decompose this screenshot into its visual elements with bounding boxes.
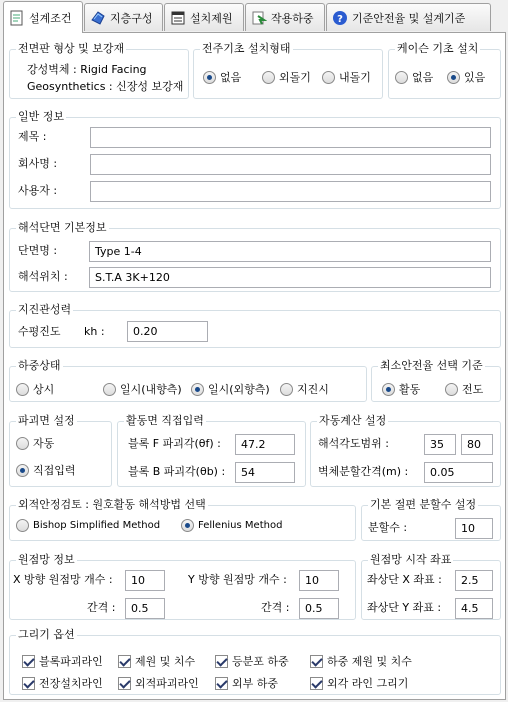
draw-uniform-load-checkbox[interactable] — [215, 653, 289, 669]
radio-label: 내돌기 — [339, 71, 371, 84]
foundation-inward-radio[interactable] — [322, 69, 371, 85]
radio-label: 지진시 — [297, 383, 329, 396]
reinforcement-type-text: Geosynthetics : 신장성 보강재 — [27, 80, 184, 93]
tab-safety-criteria[interactable] — [326, 3, 491, 31]
tab-install-specs[interactable] — [164, 3, 244, 31]
radio-label: 활동 — [399, 383, 421, 396]
tab-soil-layers[interactable] — [84, 3, 163, 31]
y-count-label: Y 방향 원점망 개수 : — [188, 573, 287, 586]
caisson-group — [388, 42, 501, 99]
checkbox[interactable] — [118, 655, 131, 668]
load-icon — [251, 10, 267, 26]
checkbox-label: 전장설치라인 — [39, 677, 103, 690]
group-title: 활동면 직접입력 — [126, 414, 204, 427]
soil-layers-icon — [90, 10, 106, 26]
radio-button[interactable] — [382, 383, 395, 396]
load-temp-outward-radio[interactable] — [191, 381, 270, 397]
draw-options-group — [9, 628, 501, 695]
draw-install-line-checkbox[interactable] — [22, 675, 103, 691]
radio-button[interactable] — [181, 519, 194, 532]
radio-button[interactable] — [322, 71, 335, 84]
load-temp-inward-radio[interactable] — [103, 381, 182, 397]
company-input[interactable] — [90, 154, 491, 175]
angle-range-label: 해석각도범위 : — [318, 437, 389, 450]
checkbox[interactable] — [215, 655, 228, 668]
group-title: 기본 절편 분할수 설정 — [370, 498, 477, 511]
checkbox[interactable] — [310, 655, 323, 668]
radio-label: 없음 — [220, 71, 242, 84]
radio-label: 자동 — [33, 437, 55, 450]
checkbox-label: 외적파괴라인 — [135, 677, 199, 690]
section-name-label: 단면명 : — [18, 244, 58, 257]
radio-label: 외돌기 — [279, 71, 311, 84]
radio-label: 있음 — [464, 71, 486, 84]
group-title: 해석단면 기본정보 — [18, 221, 107, 234]
radio-label: 일시(외향측) — [208, 383, 270, 396]
section-info-group — [9, 221, 501, 292]
group-title: 파괴면 설정 — [18, 414, 75, 427]
group-title: 그리기 옵션 — [18, 628, 75, 641]
radio-button[interactable] — [445, 383, 458, 396]
facing-group — [9, 42, 189, 99]
grid-start-group — [361, 553, 501, 620]
radio-button[interactable] — [262, 71, 275, 84]
grid-info-group — [9, 553, 356, 620]
kh-label: kh : — [84, 325, 105, 338]
x-count-input[interactable]: 10 — [125, 570, 165, 591]
tab-label: 설치제원 — [190, 11, 233, 25]
horizontal-seismic-label: 수평진도 — [18, 325, 61, 338]
group-title: 케이슨 기초 설치 — [397, 42, 479, 55]
draw-outline-checkbox[interactable] — [310, 675, 408, 691]
title-input[interactable] — [90, 127, 491, 148]
angle-from-input[interactable]: 35 — [424, 434, 456, 455]
group-title: 하중상태 — [18, 359, 61, 372]
failure-plane-group — [9, 414, 112, 487]
draw-load-dimensions-checkbox[interactable] — [310, 653, 412, 669]
tab-bar — [0, 0, 508, 33]
section-name-input[interactable]: Type 1-4 — [89, 241, 491, 262]
grid-start-y-input[interactable]: 4.5 — [455, 598, 493, 619]
checkbox-label: 하중 제원 및 치수 — [327, 655, 412, 668]
load-seismic-radio[interactable] — [280, 381, 329, 397]
slice-count-input[interactable]: 10 — [455, 518, 493, 539]
group-title: 원점망 정보 — [18, 553, 75, 566]
external-stability-group — [9, 498, 356, 541]
grid-start-x-label: 좌상단 X 좌표 : — [367, 573, 442, 586]
help-icon — [332, 10, 348, 26]
bishop-method-radio[interactable] — [16, 519, 160, 532]
tab-label: 기준안전율 및 설계기준 — [352, 11, 466, 25]
section-location-input[interactable]: S.T.A 3K+120 — [89, 267, 491, 288]
radio-label: Bishop Simplified Method — [33, 520, 161, 531]
checkbox-label: 블록파괴라인 — [39, 655, 103, 668]
checkbox[interactable] — [310, 677, 323, 690]
radio-label: Fellenius Method — [198, 520, 283, 531]
settings-doc-icon — [9, 10, 25, 26]
y-spacing-input[interactable]: 0.5 — [299, 598, 339, 619]
tab-label: 지층구성 — [110, 11, 153, 25]
spec-sheet-icon — [170, 10, 186, 26]
grid-start-x-input[interactable]: 2.5 — [455, 570, 493, 591]
caisson-none-radio[interactable] — [395, 69, 433, 85]
load-state-group — [9, 359, 367, 402]
y-spacing-label: 간격 : — [261, 601, 290, 614]
radio-button[interactable] — [16, 383, 29, 396]
tab-applied-loads[interactable] — [245, 3, 325, 31]
radio-button[interactable] — [16, 519, 29, 532]
company-label: 회사명 : — [18, 157, 58, 170]
x-spacing-label: 간격 : — [87, 601, 116, 614]
radio-button[interactable] — [16, 437, 29, 450]
draw-external-load-checkbox[interactable] — [215, 675, 278, 691]
tab-label: 작용하중 — [271, 11, 314, 25]
min-safety-group — [371, 359, 501, 402]
group-title: 전면판 형상 및 보강재 — [18, 42, 125, 55]
checkbox[interactable] — [22, 677, 35, 690]
block-b-input[interactable]: 54 — [235, 462, 295, 483]
fellenius-method-radio[interactable] — [181, 519, 282, 532]
radio-label: 일시(내향측) — [120, 383, 182, 396]
tab-design-conditions[interactable] — [3, 1, 83, 33]
checkbox-label: 제원 및 치수 — [135, 655, 196, 668]
checkbox-label: 등분포 하중 — [232, 655, 289, 668]
group-title: 일반 정보 — [18, 110, 65, 123]
group-title: 외적안정검토 : 원호활동 해석방법 선택 — [18, 498, 206, 511]
radio-button[interactable] — [16, 464, 29, 477]
kh-input[interactable]: 0.20 — [127, 321, 208, 342]
block-f-label: 블록 F 파괴각(θf) : — [128, 437, 221, 450]
checkbox[interactable] — [215, 677, 228, 690]
foundation-none-radio[interactable] — [203, 69, 241, 85]
group-title: 원점망 시작 좌표 — [370, 553, 452, 566]
angle-to-input[interactable]: 80 — [461, 434, 493, 455]
checkbox[interactable] — [118, 677, 131, 690]
grid-start-y-label: 좌상단 Y 좌표 : — [367, 601, 442, 614]
checkbox-label: 외각 라인 그리기 — [327, 677, 409, 690]
radio-button[interactable] — [103, 383, 116, 396]
radio-label: 상시 — [33, 383, 55, 396]
safety-overturn-radio[interactable] — [445, 381, 483, 397]
group-title: 최소안전율 선택 기준 — [380, 359, 483, 372]
user-label: 사용자 : — [18, 184, 58, 197]
foundation-outward-radio[interactable] — [262, 69, 311, 85]
draw-block-failure-checkbox[interactable] — [22, 653, 103, 669]
title-label: 제목 : — [18, 130, 47, 143]
slip-plane-input-group — [117, 414, 306, 487]
checkbox-label: 외부 하중 — [232, 677, 279, 690]
x-count-label: X 방향 원점망 개수 : — [13, 573, 113, 586]
x-spacing-input[interactable]: 0.5 — [125, 598, 165, 619]
block-f-input[interactable]: 47.2 — [235, 434, 295, 455]
y-count-input[interactable]: 10 — [299, 570, 339, 591]
failure-manual-radio[interactable] — [16, 462, 76, 478]
seismic-group — [9, 303, 501, 348]
radio-button[interactable] — [395, 71, 408, 84]
radio-button[interactable] — [191, 383, 204, 396]
svg-text:?: ? — [337, 13, 343, 25]
group-title: 지진관성력 — [18, 303, 72, 316]
tab-label: 설계조건 — [29, 11, 72, 25]
group-title: 전주기초 설치형태 — [202, 42, 291, 55]
facing-type-text: 강성벽체 : Rigid Facing — [27, 63, 147, 76]
failure-auto-radio[interactable] — [16, 435, 54, 451]
block-b-label: 블록 B 파괴각(θb) : — [128, 465, 226, 478]
radio-button[interactable] — [280, 383, 293, 396]
foundation-group — [193, 42, 383, 99]
general-info-group — [9, 110, 501, 209]
caisson-yes-radio[interactable] — [447, 69, 485, 85]
section-location-label: 해석위치 : — [18, 270, 68, 283]
radio-button[interactable] — [203, 71, 216, 84]
load-normal-radio[interactable] — [16, 381, 54, 397]
radio-label: 전도 — [462, 383, 484, 396]
radio-button[interactable] — [447, 71, 460, 84]
slice-count-group — [361, 498, 501, 541]
checkbox[interactable] — [22, 655, 35, 668]
auto-calc-group — [310, 414, 501, 487]
wall-division-label: 벽체분할간격(m) : — [318, 465, 409, 478]
safety-sliding-radio[interactable] — [382, 381, 420, 397]
draw-dimensions-checkbox[interactable] — [118, 653, 195, 669]
radio-label: 없음 — [412, 71, 434, 84]
radio-label: 직접입력 — [33, 464, 76, 477]
wall-division-input[interactable]: 0.05 — [424, 462, 493, 483]
group-title: 자동계산 설정 — [319, 414, 387, 427]
user-input[interactable] — [90, 181, 491, 202]
slice-count-label: 분할수 : — [368, 521, 408, 534]
draw-external-failure-checkbox[interactable] — [118, 675, 199, 691]
design-conditions-panel — [3, 32, 506, 700]
